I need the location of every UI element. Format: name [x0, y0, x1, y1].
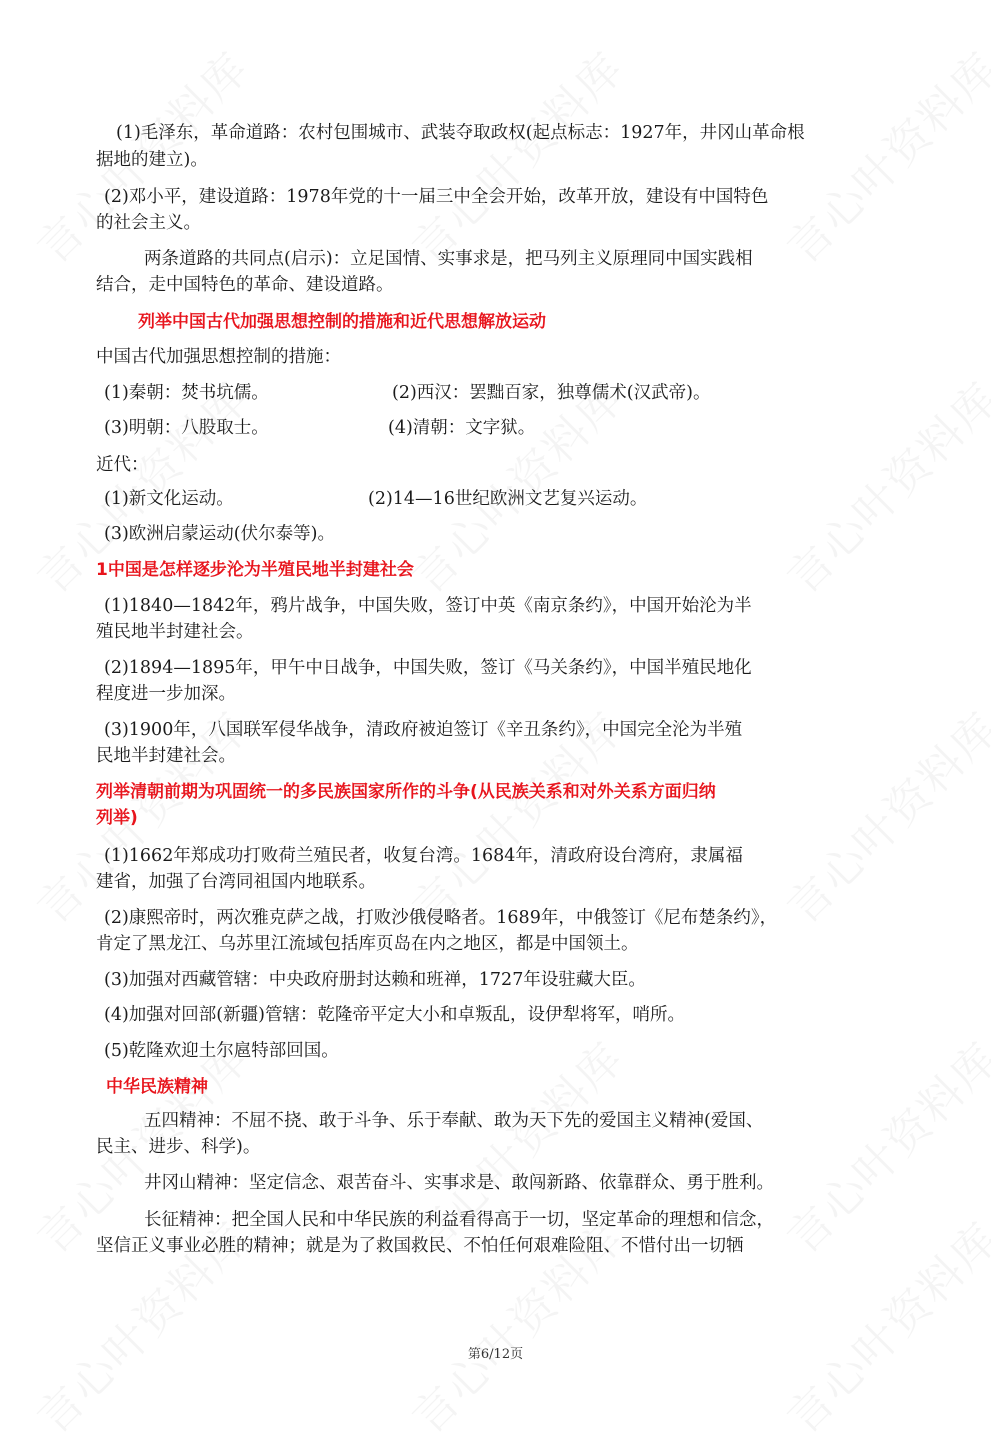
paragraph-tibet: (3)加强对西藏管辖：中央政府册封达赖和班禅，1727年设驻藏大臣。 [104, 970, 646, 990]
watermark [770, 1025, 991, 1265]
paragraph-eight-nation-cont: 民地半封建社会。 [96, 746, 236, 766]
heading-national-spirit: 中华民族精神 [106, 1077, 208, 1097]
paragraph-eight-nation: (3)1900年，八国联军侵华战争，清政府被迫签订《辛丑条约》，中国完全沦为半殖 [104, 720, 743, 740]
paragraph-common-points: 两条道路的共同点(启示)：立足国情、实事求是，把马列主义原理同中国实践相 [144, 249, 753, 269]
paragraph-kangxi-cont: 肯定了黑龙江、乌苏里江流域包括库页岛在内之地区，都是中国领土。 [96, 934, 639, 954]
watermark [395, 35, 635, 275]
list-item-renaissance: (2)14—16世纪欧洲文艺复兴运动。 [368, 489, 648, 509]
list-item-enlightenment: (3)欧洲启蒙运动(伏尔泰等)。 [104, 524, 335, 544]
paragraph-sino-japanese-war-cont: 程度进一步加深。 [96, 684, 236, 704]
paragraph-common-points-cont: 结合，走中国特色的革命、建设道路。 [96, 275, 394, 295]
paragraph-deng-road-cont: 的社会主义。 [96, 213, 201, 233]
watermark [770, 365, 991, 605]
watermark [770, 695, 991, 935]
paragraph-deng-road: (2)邓小平，建设道路：1978年党的十一届三中全会开始，改革开放，建设有中国特色 [104, 187, 769, 207]
heading-semi-colonial: 1中国是怎样逐步沦为半殖民地半封建社会 [96, 560, 414, 580]
watermark [770, 35, 991, 275]
paragraph-opium-war-cont: 殖民地半封建社会。 [96, 622, 254, 642]
paragraph-long-march-cont: 坚信正义事业必胜的精神；就是为了救国救民、不怕任何艰难险阻、不惜付出一切牺 [96, 1236, 744, 1256]
paragraph-mao-road: (1)毛泽东，革命道路：农村包围城市、武装夺取政权(起点标志：1927年，井冈山革命根 [116, 123, 805, 143]
paragraph-torghut: (5)乾隆欢迎土尔扈特部回国。 [104, 1041, 339, 1061]
list-item-qin: (1)秦朝：焚书坑儒。 [104, 383, 269, 403]
paragraph-kangxi: (2)康熙帝时，两次雅克萨之战，打败沙俄侵略者。1689年，中俄签订《尼布楚条约》， [104, 908, 778, 928]
paragraph-taiwan: (1)1662年郑成功打败荷兰殖民者，收复台湾。1684年，清政府设台湾府，隶属福 [104, 846, 743, 866]
paragraph-taiwan-cont: 建省，加强了台湾同祖国内地联系。 [96, 872, 376, 892]
paragraph-mao-road-cont: 据地的建立)。 [96, 150, 208, 170]
heading-qing-struggles: 列举清朝前期为巩固统一的多民族国家所作的斗争(从民族关系和对外关系方面归纳 [96, 782, 716, 802]
paragraph-opium-war: (1)1840—1842年，鸦片战争，中国失败，签订中英《南京条约》，中国开始沦为半 [104, 596, 752, 616]
list-item-western-han: (2)西汉：罢黜百家，独尊儒术(汉武帝)。 [392, 383, 711, 403]
list-item-ming: (3)明朝：八股取士。 [104, 418, 269, 438]
watermark [770, 1205, 991, 1445]
paragraph-sino-japanese-war: (2)1894—1895年，甲午中日战争，中国失败，签订《马关条约》，中国半殖民地化 [104, 658, 752, 678]
list-item-new-culture: (1)新文化运动。 [104, 489, 234, 509]
paragraph-may-fourth-cont: 民主、进步、科学)。 [96, 1137, 261, 1157]
list-item-qing: (4)清朝：文字狱。 [388, 418, 536, 438]
heading-thought-control: 列举中国古代加强思想控制的措施和近代思想解放运动 [138, 312, 546, 332]
label-modern: 近代： [96, 455, 149, 475]
paragraph-jinggangshan: 井冈山精神：坚定信念、艰苦奋斗、实事求是、敢闯新路、依靠群众、勇于胜利。 [144, 1173, 774, 1193]
paragraph-xinjiang: (4)加强对回部(新疆)管辖：乾隆帝平定大小和卓叛乱，设伊犁将军，哨所。 [104, 1005, 685, 1025]
paragraph-may-fourth: 五四精神：不屈不挠、敢于斗争、乐于奉献、敢为天下先的爱国主义精神(爱国、 [144, 1111, 764, 1131]
page-indicator: 第6/12页 [467, 1347, 524, 1362]
heading-qing-struggles-cont: 列举) [96, 808, 138, 828]
paragraph-long-march: 长征精神：把全国人民和中华民族的利益看得高于一切，坚定革命的理想和信念， [144, 1210, 774, 1230]
label-ancient-measures: 中国古代加强思想控制的措施： [96, 347, 341, 367]
